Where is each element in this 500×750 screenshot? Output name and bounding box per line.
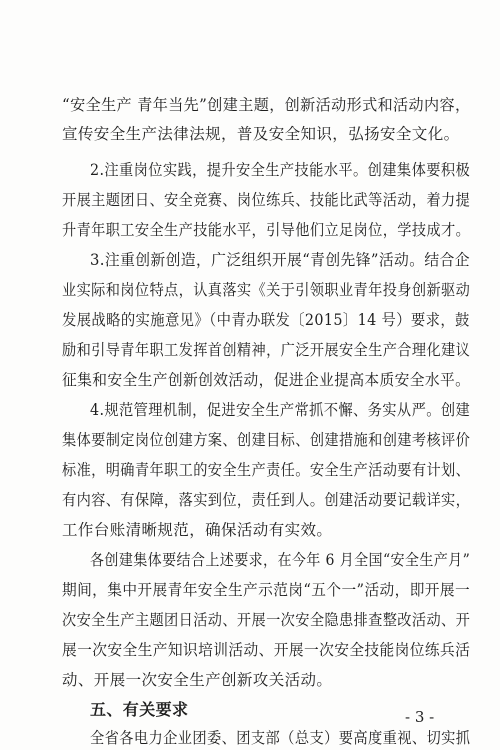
paragraph-line: 宣传安全生产法律法规，普及安全知识，弘扬安全文化。 — [62, 125, 460, 143]
paragraph-line: 次安全生产主题团日活动、开展一次安全隐患排查整改活动、开 — [62, 611, 471, 629]
paragraph-line: 4.规范管理机制，促进安全生产常抓不懈、务实从严。创建 — [90, 401, 471, 419]
page-number: - 3 - — [405, 708, 435, 726]
paragraph-line: 全省各电力企业团委、团支部（总支）要高度重视、切实抓 — [90, 729, 471, 747]
paragraph-line: 有内容、有保障，落实到位，责任到人。创建活动要记载详实， — [62, 491, 471, 509]
paragraph-line: 各创建集体要结合上述要求，在今年 6 月全国“安全生产月” — [90, 551, 471, 569]
paragraph-line: 2.注重岗位实践，提升安全生产技能水平。创建集体要积极 — [90, 161, 471, 179]
paragraph-line: 期间，集中开展青年安全生产示范岗“五个一”活动，即开展一 — [62, 581, 471, 599]
paragraph-line: 动、开展一次安全生产创新攻关活动。 — [62, 671, 333, 689]
paragraph-line: 展一次安全生产知识培训活动、开展一次安全技能岗位练兵活 — [62, 641, 471, 659]
paragraph-line: 开展主题团日、安全竞赛、岗位练兵、技能比武等活动，着力提 — [62, 191, 471, 209]
paragraph-line: 征集和安全生产创新创效活动，促进企业提高本质安全水平。 — [62, 371, 471, 389]
paragraph-line: 发展战略的实施意见》（中青办联发〔2015〕14 号）要求，鼓 — [62, 311, 470, 329]
paragraph-line: 集体要制定岗位创建方案、创建目标、创建措施和创建考核评价 — [62, 431, 471, 449]
paragraph-line: 升青年职工安全生产技能水平，引导他们立足岗位，学技成才。 — [62, 221, 471, 239]
paragraph-line: 励和引导青年职工发挥首创精神，广泛开展安全生产合理化建议 — [62, 341, 471, 359]
paragraph-line: 3.注重创新创造，广泛组织开展“青创先锋”活动。结合企 — [90, 251, 470, 269]
paragraph-line: “安全生产 青年当先”创建主题，创新活动形式和活动内容， — [62, 96, 471, 114]
paragraph-line: 工作台账清晰规范，确保活动有实效。 — [62, 521, 333, 539]
paragraph-line: 业实际和岗位特点，认真落实《关于引领职业青年投身创新驱动 — [62, 281, 471, 299]
paragraph-line: 标准，明确青年职工的安全生产责任。安全生产活动要有计划、 — [62, 461, 471, 479]
section-heading: 五、有关要求 — [90, 700, 189, 719]
